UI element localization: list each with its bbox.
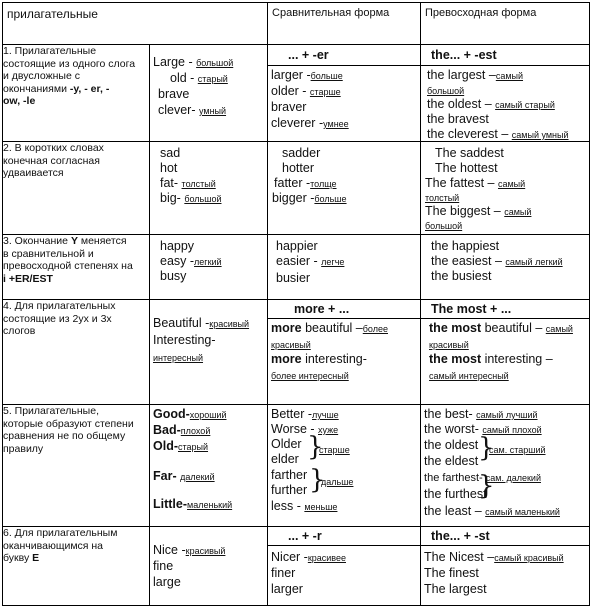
- header-adjectives: прилагательные: [3, 3, 268, 45]
- rule-description: 4. Для прилагательных состоящие из 2ух и 3х слогов: [3, 300, 150, 405]
- comp-entry: older - старше: [271, 84, 341, 98]
- brace-icon: }: [478, 471, 495, 501]
- word-entry: old - старый: [170, 71, 228, 85]
- base-words: sad hot fat- толстый big- большой: [150, 142, 268, 235]
- table-row: [3, 45, 590, 142]
- superlative-forms: the best- самый лучший the worst- самый плохой the oldest } сам. старший the eldest the farthest- сам. далекий } the furthest the least – самый маленький: [421, 405, 590, 527]
- table-row: [3, 405, 590, 527]
- base-words: happy easy -легкий busy: [150, 235, 268, 300]
- header-superlative: Превосходная форма: [421, 3, 590, 45]
- comparative-formula: ... + -er: [288, 48, 329, 62]
- desc-line: состоящие из одного слога: [3, 57, 136, 70]
- comp-entry: cleverer -умнее: [271, 116, 349, 130]
- rule-description: 2. В коротких словах конечная согласная удваивается: [3, 142, 150, 235]
- desc-endings: ow, -le: [3, 95, 36, 107]
- adjectives-comparison-table: [2, 2, 590, 606]
- brace-icon: }: [478, 433, 495, 463]
- comp-entry: braver: [271, 100, 307, 114]
- brace-icon: }: [307, 432, 324, 462]
- superlative-formula: the... + -st: [431, 529, 490, 543]
- header-comparative: Сравнительная форма: [268, 3, 421, 45]
- rule-description: 3. Окончание Y меняется в сравнительной и превосходной степенях на i +ER/EST: [3, 235, 150, 300]
- comparative-formula: ... + -r: [288, 529, 322, 543]
- sup-entry: the cleverest – самый умный: [427, 127, 569, 141]
- word-entry: clever- умный: [158, 103, 227, 117]
- rule-description: [3, 45, 150, 142]
- word-entry: Large - большой: [153, 55, 234, 69]
- superlative-forms: The saddest The hottest The fattest – самый толстый The biggest – самый большой: [421, 142, 590, 235]
- word-entry: brave: [158, 87, 190, 101]
- desc-line: и двусложные с: [3, 70, 80, 82]
- comparative-formula: more + ...: [294, 302, 350, 316]
- sup-entry: большой: [427, 86, 465, 96]
- table-row: [3, 527, 590, 606]
- comp-entry: larger -больше: [271, 68, 343, 82]
- header-row: [3, 3, 590, 45]
- superlative-forms: the happiest the easiest – самый легкий the busiest: [421, 235, 590, 300]
- comparative-forms: happier easier - легче busier: [268, 235, 421, 300]
- superlative-forms: [421, 45, 590, 142]
- rule-description: 5. Прилагательные, которые образуют степени сравнения не по общему правилу: [3, 405, 150, 527]
- base-words: [150, 45, 268, 142]
- desc-line: окончаниями -y, - er, -: [3, 82, 110, 95]
- comparative-forms: [268, 45, 421, 142]
- comparative-forms: sadder hotter fatter -толще bigger -больше: [268, 142, 421, 235]
- table-row: [3, 235, 590, 300]
- sup-entry: the bravest: [427, 112, 489, 126]
- base-words: Good-хороший Bad-плохой Old-старый Far- далекий Little-маленький: [150, 405, 268, 527]
- sup-entry: the oldest – самый старый: [427, 97, 555, 111]
- desc-line: 1. Прилагательные: [3, 45, 97, 57]
- base-words: Nice -красивый fine large: [150, 527, 268, 606]
- brace-icon: }: [309, 465, 326, 495]
- table-row: [3, 142, 590, 235]
- sup-entry: the largest –самый: [427, 68, 524, 82]
- superlative-forms: The most + ... the most beautiful – самый красивый the most interesting – самый интересный: [421, 300, 590, 405]
- comparative-forms: more + ... more beautiful –более красивый more interesting- более интересный: [268, 300, 421, 405]
- comparative-forms: ... + -r Nicer -красивее finer larger: [268, 527, 421, 606]
- superlative-forms: the... + -st The Nicest –самый красивый The finest The largest: [421, 527, 590, 606]
- rule-description: 6. Для прилагательным оканчивающимся на букву E: [3, 527, 150, 606]
- comparative-forms: Better -лучше Worse - хуже Older } старше elder farther } дальше further less - меньше: [268, 405, 421, 527]
- base-words: Beautiful -красивый Interesting- интересный: [150, 300, 268, 405]
- superlative-formula: The most + ...: [431, 302, 512, 316]
- table-row: [3, 300, 590, 405]
- superlative-formula: the... + -est: [431, 48, 497, 62]
